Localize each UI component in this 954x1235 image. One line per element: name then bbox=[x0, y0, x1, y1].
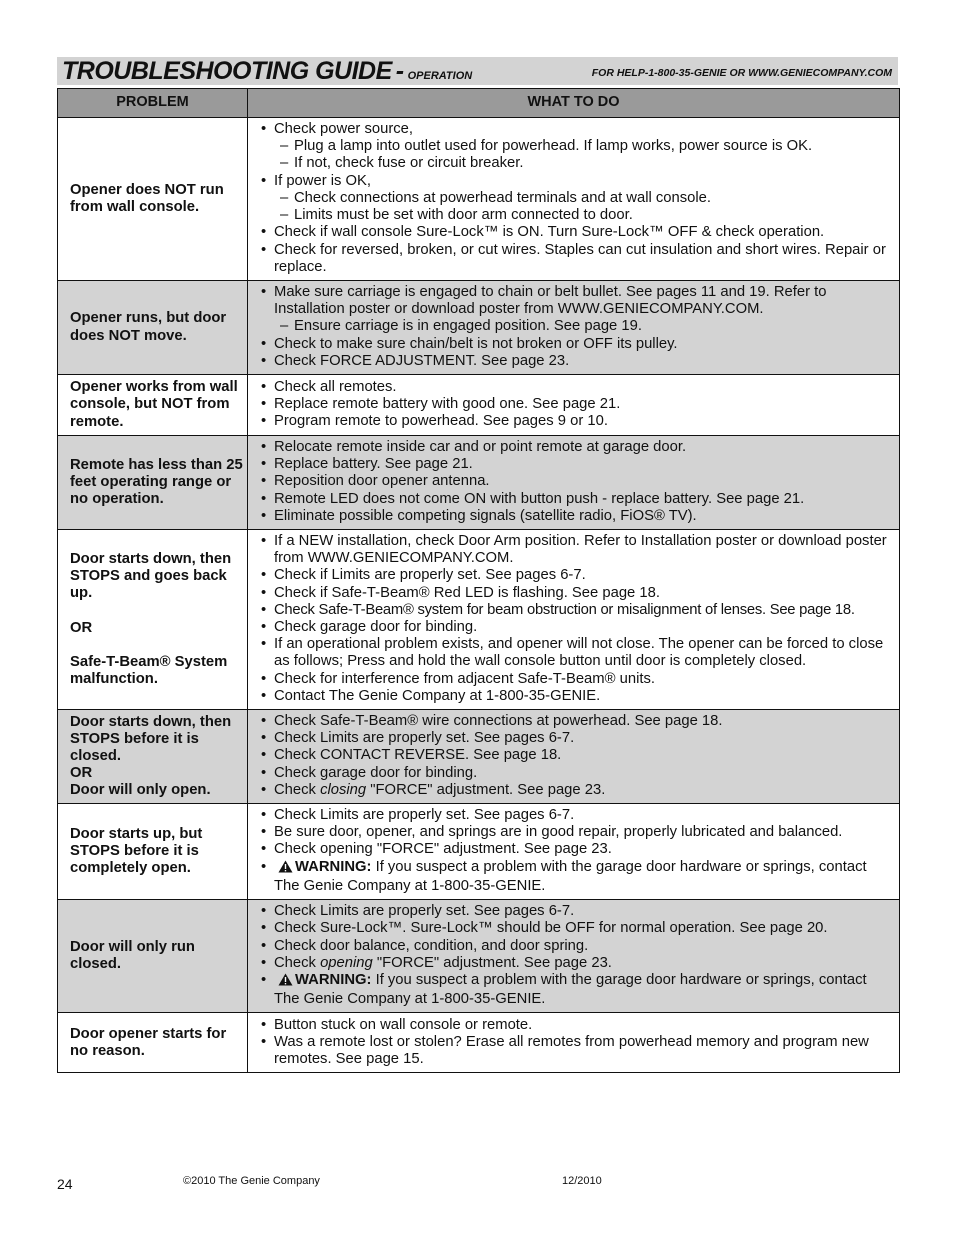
problem-cell: Opener works from wall console, but NOT from remote. bbox=[58, 375, 248, 436]
problem-cell: Door opener starts for no reason. bbox=[58, 1013, 248, 1073]
what-to-do-cell bbox=[248, 375, 900, 436]
title-text: TROUBLESHOOTING GUIDE bbox=[62, 57, 392, 85]
page-number: 24 bbox=[57, 1176, 73, 1192]
list-item: • Check FORCE ADJUSTMENT. See page 23. bbox=[260, 353, 895, 370]
list-item: • Check Sure-Lock™. Sure-Lock™ should be OFF for normal operation. See page 20. bbox=[260, 920, 895, 937]
title-subtitle: OPERATION bbox=[407, 70, 473, 82]
list-item: • Check for reversed, broken, or cut wires. Staples can cut insulation and short wires. Repair or replace. bbox=[260, 242, 895, 276]
list-item: • Program remote to powerhead. See pages 9 or 10. bbox=[260, 413, 895, 430]
what-to-do-cell bbox=[248, 436, 900, 530]
table-row bbox=[58, 436, 900, 530]
table-row bbox=[58, 1013, 900, 1073]
list-item: • Check if Safe-T-Beam® Red LED is flashing. See page 18. bbox=[260, 585, 895, 602]
list-item: • Check garage door for binding. bbox=[260, 619, 895, 636]
warning-item: • WARNING: If you suspect a problem with the garage door hardware or springs, contact The Genie Company at 1-800-35-GENIE. bbox=[260, 859, 895, 895]
list-item: • Check Safe-T-Beam® wire connections at powerhead. See page 18. bbox=[260, 713, 895, 730]
title-separator: - bbox=[395, 57, 404, 85]
problem-cell: Remote has less than 25 feet operating range or no operation. bbox=[58, 436, 248, 530]
problem-cell: Door starts down, then STOPS before it is closed. OR Door will only open. bbox=[58, 710, 248, 804]
list-item: • Eliminate possible competing signals (satellite radio, FiOS® TV). bbox=[260, 508, 895, 525]
what-to-do-cell bbox=[248, 900, 900, 1013]
help-line: FOR HELP-1-800-35-GENIE OR WWW.GENIECOMPANY.COM bbox=[591, 67, 892, 79]
sub-item: – Check connections at powerhead terminals and at wall console. bbox=[280, 190, 895, 207]
sub-item: – Ensure carriage is in engaged position. See page 19. bbox=[280, 318, 895, 335]
table-row bbox=[58, 530, 900, 710]
list-item: • If a NEW installation, check Door Arm position. Refer to Installation poster or download poster from WWW.GENIECOMPANY.COM. bbox=[260, 533, 895, 567]
list-item: • Check opening "FORCE" adjustment. See page 23. bbox=[260, 955, 895, 972]
list-item: • Relocate remote inside car and or point remote at garage door. bbox=[260, 439, 895, 456]
publication-date: 12/2010 bbox=[562, 1175, 602, 1187]
sub-item: – Limits must be set with door arm connected to door. bbox=[280, 207, 895, 224]
list-item: • Check all remotes. bbox=[260, 379, 895, 396]
list-item: • Check door balance, condition, and door spring. bbox=[260, 938, 895, 955]
problem-cell: Door starts up, but STOPS before it is completely open. bbox=[58, 804, 248, 900]
list-item: • Make sure carriage is engaged to chain or belt bullet. See pages 11 and 19. Refer to Installation poster or download poster from WWW.GENIECOMPANY.COM. – Ensure carriage is in engaged position. See page 19. bbox=[260, 284, 895, 336]
what-to-do-cell bbox=[248, 804, 900, 900]
list-item: • Check if Limits are properly set. See pages 6-7. bbox=[260, 567, 895, 584]
table-row bbox=[58, 118, 900, 281]
list-item: • Button stuck on wall console or remote. bbox=[260, 1017, 895, 1034]
table-row bbox=[58, 710, 900, 804]
problem-cell: Opener does NOT run from wall console. bbox=[58, 118, 248, 281]
page-title bbox=[62, 57, 472, 90]
what-to-do-cell bbox=[248, 1013, 900, 1073]
table-row bbox=[58, 900, 900, 1013]
what-to-do-cell bbox=[248, 710, 900, 804]
warning-icon bbox=[278, 973, 293, 991]
what-to-do-cell bbox=[248, 281, 900, 375]
list-item: • Check Limits are properly set. See pages 6-7. bbox=[260, 903, 895, 920]
list-item: • Was a remote lost or stolen? Erase all remotes from powerhead memory and program new remotes. See page 15. bbox=[260, 1034, 895, 1068]
column-header-problem: PROBLEM bbox=[58, 89, 248, 118]
list-item: • Check Limits are properly set. See pages 6-7. bbox=[260, 730, 895, 747]
list-item: • Check Limits are properly set. See pages 6-7. bbox=[260, 807, 895, 824]
list-item: • Check if wall console Sure-Lock™ is ON. Turn Sure-Lock™ OFF & check operation. bbox=[260, 224, 895, 241]
problem-cell: Door starts down, then STOPS and goes back up. OR Safe-T-Beam® System malfunction. bbox=[58, 530, 248, 710]
list-item: • Check power source, – Plug a lamp into outlet used for powerhead. If lamp works, power source is OK. – If not, check fuse or circuit breaker. bbox=[260, 121, 895, 173]
table-row bbox=[58, 281, 900, 375]
list-item: • Remote LED does not come ON with button push - replace battery. See page 21. bbox=[260, 491, 895, 508]
list-item: • Check CONTACT REVERSE. See page 18. bbox=[260, 747, 895, 764]
list-item: • Replace battery. See page 21. bbox=[260, 456, 895, 473]
table-row bbox=[58, 375, 900, 436]
problem-cell: Opener runs, but door does NOT move. bbox=[58, 281, 248, 375]
list-item: • If power is OK, – Check connections at powerhead terminals and at wall console. – Limits must be set with door arm connected to door. bbox=[260, 173, 895, 225]
troubleshooting-table bbox=[57, 88, 900, 1073]
sub-item: – If not, check fuse or circuit breaker. bbox=[280, 155, 895, 172]
list-item: • Check for interference from adjacent Safe-T-Beam® units. bbox=[260, 671, 895, 688]
list-item: • Check garage door for binding. bbox=[260, 765, 895, 782]
list-item: • Be sure door, opener, and springs are in good repair, properly lubricated and balanced. bbox=[260, 824, 895, 841]
warning-item: • WARNING: If you suspect a problem with the garage door hardware or springs, contact The Genie Company at 1-800-35-GENIE. bbox=[260, 972, 895, 1008]
sub-item: – Plug a lamp into outlet used for powerhead. If lamp works, power source is OK. bbox=[280, 138, 895, 155]
list-item: • If an operational problem exists, and opener will not close. The opener can be forced to close as follows; Press and hold the wall console button until door is completely closed. bbox=[260, 636, 895, 670]
list-item: • Replace remote battery with good one. See page 21. bbox=[260, 396, 895, 413]
table-header-row bbox=[58, 89, 900, 118]
problem-cell: Door will only run closed. bbox=[58, 900, 248, 1013]
list-item: • Check to make sure chain/belt is not broken or OFF its pulley. bbox=[260, 336, 895, 353]
warning-icon bbox=[278, 860, 293, 878]
what-to-do-cell bbox=[248, 118, 900, 281]
list-item: • Check closing "FORCE" adjustment. See page 23. bbox=[260, 782, 895, 799]
copyright: ©2010 The Genie Company bbox=[183, 1175, 320, 1187]
title-bar bbox=[57, 57, 898, 85]
list-item: • Contact The Genie Company at 1-800-35-GENIE. bbox=[260, 688, 895, 705]
column-header-what-to-do: WHAT TO DO bbox=[248, 89, 900, 118]
list-item: • Check Safe-T-Beam® system for beam obstruction or misalignment of lenses. See page 18. bbox=[260, 602, 895, 619]
table-row bbox=[58, 804, 900, 900]
list-item: • Reposition door opener antenna. bbox=[260, 473, 895, 490]
list-item: • Check opening "FORCE" adjustment. See page 23. bbox=[260, 841, 895, 858]
what-to-do-cell bbox=[248, 530, 900, 710]
